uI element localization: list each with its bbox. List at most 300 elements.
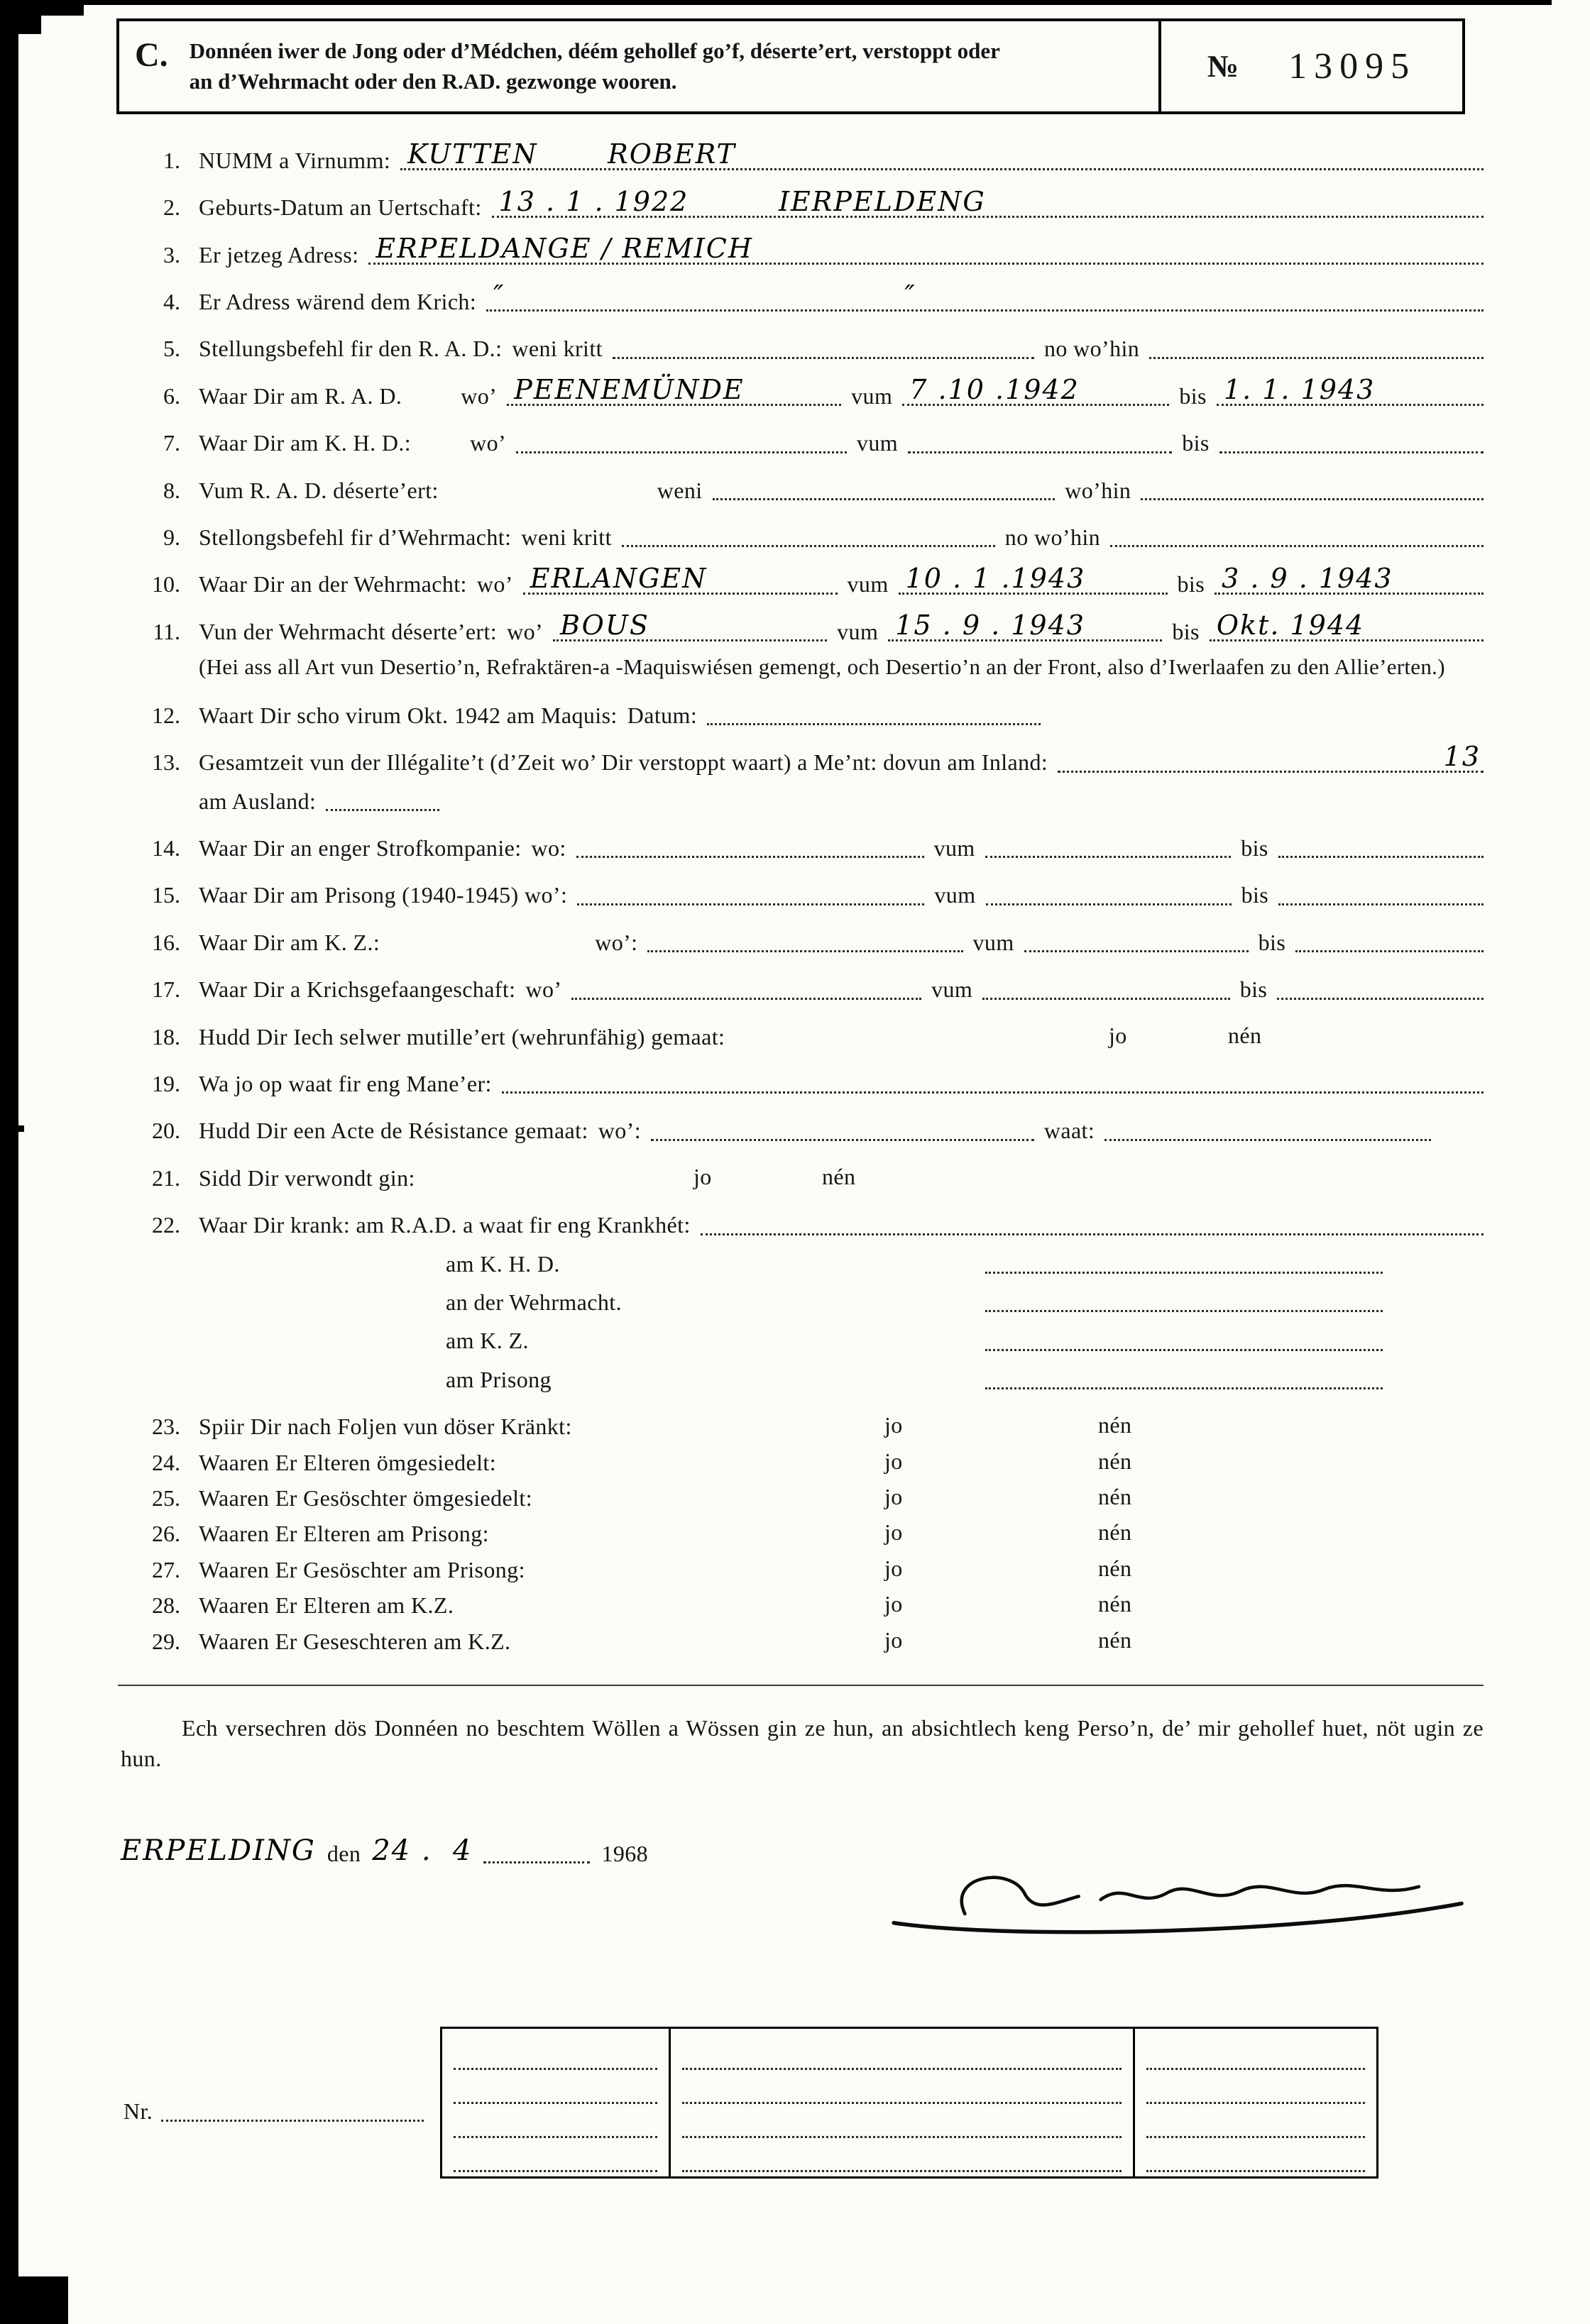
blank-dotted-line xyxy=(986,902,1232,905)
handwritten-entry-line xyxy=(1058,740,1484,773)
printed-option-nén: nén xyxy=(1098,1483,1132,1509)
handwritten-entry-line xyxy=(888,610,1162,641)
item-note: (Hei ass all Art vun Desertio’n, Refraktären-a -Maquiswiésen gemengt, och Desertio’n an der Front, also d’Iwerlaafen zu den Allie’erten.) xyxy=(199,654,1445,680)
handwritten-entry-line xyxy=(486,280,1484,312)
signature-section xyxy=(121,1834,1484,1947)
blank-dotted-line xyxy=(1146,2104,1365,2138)
item-number: 19. xyxy=(152,1071,180,1097)
printed-label: Waaren Er Gesöschter ömgesiedelt: xyxy=(199,1485,532,1511)
divider-rule xyxy=(118,1685,1484,1686)
nr-label: Nr. xyxy=(124,2098,153,2125)
item-content xyxy=(199,335,1484,362)
printed-label: wo’ xyxy=(476,571,513,597)
blank-dotted-line xyxy=(713,497,1056,500)
printed-label: bis xyxy=(1182,430,1210,456)
form-item-17 xyxy=(121,976,1484,1003)
item-line xyxy=(199,374,1484,409)
spacer xyxy=(199,1392,436,1393)
spacer xyxy=(449,813,1484,815)
printed-option-jo: jo xyxy=(1109,1022,1127,1048)
section-letter: C. xyxy=(135,36,168,74)
printed-label: Waar Dir am R. A. D. xyxy=(199,382,402,409)
blank-dotted-line xyxy=(576,854,924,858)
blank-dotted-line xyxy=(651,1138,1034,1141)
item-number: 3. xyxy=(163,241,180,268)
item-line xyxy=(199,524,1484,551)
printed-label: Waaren Er Geseschteren am K.Z. xyxy=(199,1628,511,1654)
form-item-20 xyxy=(121,1117,1484,1144)
item-line xyxy=(199,976,1484,1003)
form-item-3 xyxy=(121,232,1484,268)
printed-label: wo’hin xyxy=(1065,477,1131,503)
item-line xyxy=(199,1327,1484,1354)
printed-label: wo’ xyxy=(507,618,544,644)
handwritten-entry-line xyxy=(1215,562,1484,595)
item-number: 18. xyxy=(152,1023,180,1050)
printed-label: Hudd Dir een Acte de Résistance gemaat: xyxy=(199,1118,588,1144)
printed-label: weni kritt xyxy=(521,524,612,550)
printed-label: Waar Dir an der Wehrmacht: xyxy=(199,571,467,597)
blank-dotted-line xyxy=(1278,854,1484,858)
form-item-4 xyxy=(121,280,1484,315)
item-content xyxy=(199,477,1484,504)
scan-artifact-left-dash xyxy=(0,1125,24,1132)
item-content xyxy=(199,1449,1484,1476)
printed-option-jo: jo xyxy=(884,1591,903,1617)
blank-dotted-line xyxy=(707,722,1041,725)
printed-label: bis xyxy=(1172,618,1200,644)
item-content xyxy=(199,929,1484,956)
item-number: 27. xyxy=(152,1556,180,1582)
blank-dotted-line xyxy=(1024,949,1249,952)
printed-label: wo’ xyxy=(525,976,562,1003)
printed-option-nén: nén xyxy=(1228,1022,1262,1048)
declaration-text: Ech versechren dös Donnéen no beschtem Wöllen a Wössen gin ze hun, an absichtlech keng Perso’n, de’ mir gehollef huet, nöt ugin ze hun. xyxy=(121,1714,1484,1772)
printed-option-jo: jo xyxy=(884,1483,903,1509)
blank-dotted-line xyxy=(483,1860,590,1863)
form-header-description-cell xyxy=(119,21,1158,111)
numero-sign: № xyxy=(1207,48,1239,84)
footer-table xyxy=(440,2027,1378,2179)
blank-dotted-line xyxy=(516,450,847,453)
printed-option-jo: jo xyxy=(884,1519,903,1546)
form-item-16 xyxy=(121,929,1484,956)
handwritten-text: ERPELDANGE / REMICH xyxy=(375,232,753,264)
signature-scribble-icon xyxy=(887,1858,1469,1947)
form-item-25 xyxy=(121,1485,1484,1511)
printed-label: Waaren Er Gesöschter am Prisong: xyxy=(199,1556,525,1582)
printed-label: bis xyxy=(1241,882,1269,908)
form-number-value: 13095 xyxy=(1288,45,1417,87)
item-number: 29. xyxy=(152,1628,180,1654)
item-content xyxy=(199,835,1484,861)
handwritten-entry-line xyxy=(523,562,838,595)
item-line xyxy=(199,1413,1484,1440)
item-line xyxy=(199,1117,1484,1144)
handwritten-text: 13 . 1 . 1922 IERPELDENG xyxy=(498,185,986,217)
item-line xyxy=(199,138,1484,174)
blank-dotted-line xyxy=(985,1309,1383,1312)
scan-artifact-top-line xyxy=(18,0,1552,5)
printed-label: no wo’hin xyxy=(1043,336,1140,362)
printed-option-nén: nén xyxy=(1098,1412,1132,1438)
item-content xyxy=(199,1413,1484,1440)
footer-section xyxy=(121,2027,1484,2190)
spacer xyxy=(1441,1143,1484,1145)
form-item-24 xyxy=(121,1449,1484,1476)
form-item-8 xyxy=(121,477,1484,504)
handwritten-day-month: 24 . 4 xyxy=(372,1834,473,1868)
printed-option-nén: nén xyxy=(1098,1626,1132,1653)
printed-label: Wa jo op waat fir eng Mane’er: xyxy=(199,1071,492,1097)
form-item-18 xyxy=(121,1023,1484,1050)
printed-option-nén: nén xyxy=(822,1163,856,1189)
item-content xyxy=(199,1520,1484,1547)
printed-label: Spiir Dir nach Foljen vun döser Kränkt: xyxy=(199,1414,572,1440)
blank-dotted-line xyxy=(682,2104,1122,2138)
form-item-23 xyxy=(121,1413,1484,1440)
printed-label: Waar Dir an enger Strofkompanie: xyxy=(199,835,522,861)
blank-dotted-line xyxy=(1146,2036,1365,2070)
item-line xyxy=(199,1211,1484,1238)
item-content xyxy=(199,374,1484,409)
date-den-label: den xyxy=(327,1840,361,1866)
blank-dotted-line xyxy=(454,2070,657,2104)
item-content xyxy=(199,1628,1484,1655)
item-content xyxy=(199,1117,1484,1144)
printed-label: Waar Dir a Krichsgefaangeschaft: xyxy=(199,976,516,1003)
item-line xyxy=(199,232,1484,268)
handwritten-place: ERPELDING xyxy=(121,1834,316,1868)
form-item-13 xyxy=(121,740,1484,815)
blank-dotted-line xyxy=(1278,902,1484,905)
scan-artifact-left-strip xyxy=(0,0,18,2324)
item-content xyxy=(199,740,1484,815)
printed-label: vum xyxy=(934,882,976,908)
printed-option-jo: jo xyxy=(884,1448,903,1474)
printed-label: an der Wehrmacht. xyxy=(446,1289,622,1315)
item-line xyxy=(199,788,1484,815)
blank-dotted-line xyxy=(908,450,1172,453)
printed-label: wo: xyxy=(531,835,566,861)
item-content xyxy=(199,429,1484,456)
item-number: 20. xyxy=(152,1118,180,1144)
printed-label: wo’: xyxy=(595,929,638,955)
item-number: 22. xyxy=(152,1212,180,1238)
blank-dotted-line xyxy=(326,808,439,811)
printed-label: Stellungsbefehl fir den R. A. D.: xyxy=(199,336,503,362)
printed-option-nén: nén xyxy=(1098,1591,1132,1617)
handwritten-text: ERLANGEN xyxy=(530,562,708,594)
printed-label: wo’ xyxy=(470,430,507,456)
form-items-list xyxy=(121,138,1484,1655)
item-number: 17. xyxy=(152,976,180,1003)
printed-label: Sidd Dir verwondt gin: xyxy=(199,1164,415,1191)
printed-option-nén: nén xyxy=(1098,1555,1132,1581)
spacer xyxy=(199,1314,436,1316)
handwritten-text: 7 .10 .1942 xyxy=(909,374,1080,406)
footer-table-column xyxy=(442,2029,671,2176)
blank-dotted-line xyxy=(577,902,924,905)
item-content xyxy=(199,280,1484,315)
printed-label: vum xyxy=(933,835,975,861)
handwritten-text: BOUS xyxy=(560,610,649,641)
printed-label: NUMM a Virnumm: xyxy=(199,147,391,173)
item-number: 12. xyxy=(152,702,180,728)
item-line xyxy=(199,1023,1484,1050)
form-description: Donnéen iwer de Jong oder d’Médchen, déém gehollef go’f, déserte’ert, verstoppt oder an d’Wehrmacht oder den R.AD. gezwonge wooren. xyxy=(189,38,1000,94)
printed-option-jo: jo xyxy=(693,1163,712,1189)
item-content xyxy=(199,1556,1484,1583)
handwritten-entry-line xyxy=(492,185,1484,218)
item-line xyxy=(199,1520,1484,1547)
printed-label: Waar Dir am K. Z.: xyxy=(199,929,380,955)
printed-option-nén: nén xyxy=(1098,1448,1132,1474)
item-number: 23. xyxy=(152,1414,180,1440)
handwritten-text: 13 xyxy=(1443,740,1481,772)
handwritten-text: KUTTEN ROBERT xyxy=(407,138,736,170)
item-content xyxy=(199,524,1484,551)
item-line xyxy=(199,335,1484,362)
item-number: 13. xyxy=(152,749,180,776)
item-number: 7. xyxy=(163,430,180,456)
spacer xyxy=(412,408,451,409)
spacer xyxy=(199,1353,436,1355)
item-number: 26. xyxy=(152,1521,180,1547)
printed-option-jo: jo xyxy=(884,1412,903,1438)
printed-option-jo: jo xyxy=(884,1626,903,1653)
blank-dotted-line xyxy=(985,854,1232,858)
item-number: 15. xyxy=(152,882,180,908)
blank-dotted-line xyxy=(502,1090,1484,1094)
handwritten-entry-line xyxy=(400,138,1484,170)
blank-dotted-line xyxy=(985,1386,1383,1389)
form-item-12 xyxy=(121,702,1484,729)
spacer xyxy=(1051,727,1484,729)
handwritten-entry-line xyxy=(1210,610,1484,641)
printed-label: bis xyxy=(1177,571,1205,597)
item-line xyxy=(199,1366,1484,1393)
scan-artifact-bottom-left xyxy=(0,2276,68,2324)
item-line xyxy=(199,740,1484,776)
handwritten-text: 1. 1. 1943 xyxy=(1223,374,1376,406)
blank-dotted-line xyxy=(1141,497,1484,500)
printed-label: am Prisong xyxy=(446,1366,552,1392)
item-line xyxy=(199,1289,1484,1316)
blank-dotted-line xyxy=(985,1348,1383,1351)
printed-option-jo: jo xyxy=(884,1555,903,1581)
printed-option-nén: nén xyxy=(1098,1519,1132,1546)
item-content xyxy=(199,1211,1484,1393)
printed-label: bis xyxy=(1179,382,1207,409)
item-content xyxy=(199,1485,1484,1511)
item-line xyxy=(199,1070,1484,1097)
item-content xyxy=(199,1070,1484,1097)
printed-label: am Ausland: xyxy=(199,788,317,814)
printed-label: weni kritt xyxy=(512,336,603,362)
printed-label: Vum R. A. D. déserte’ert: xyxy=(199,477,439,503)
item-line xyxy=(199,881,1484,908)
scan-artifact-top-left-2 xyxy=(0,0,41,34)
printed-label: wo’ xyxy=(461,382,498,409)
printed-label: am K. Z. xyxy=(446,1328,529,1354)
item-content xyxy=(199,881,1484,908)
item-line xyxy=(199,1449,1484,1476)
blank-dotted-line xyxy=(682,2138,1122,2172)
item-number: 21. xyxy=(152,1164,180,1191)
item-content xyxy=(199,702,1484,729)
form-item-10 xyxy=(121,562,1484,597)
printed-label: Waar Dir am Prisong (1940-1945) wo’: xyxy=(199,882,568,908)
item-content xyxy=(199,976,1484,1003)
printed-label: vum xyxy=(837,618,879,644)
item-content xyxy=(199,138,1484,174)
nr-line xyxy=(124,2098,424,2125)
form-item-19 xyxy=(121,1070,1484,1097)
blank-dotted-line xyxy=(982,996,1229,1000)
item-content xyxy=(199,610,1484,682)
printed-label: Datum: xyxy=(627,702,698,728)
item-number: 4. xyxy=(163,288,180,314)
form-item-22 xyxy=(121,1211,1484,1393)
handwritten-entry-line xyxy=(902,374,1169,406)
blank-dotted-line xyxy=(1110,544,1484,547)
form-header xyxy=(116,18,1465,114)
item-number: 16. xyxy=(152,929,180,955)
item-line xyxy=(199,1592,1484,1619)
item-line xyxy=(199,562,1484,597)
printed-label: waat: xyxy=(1043,1118,1095,1144)
printed-label: Hudd Dir Iech selwer mutille’ert (wehrunfähig) gemaat: xyxy=(199,1023,725,1050)
blank-dotted-line xyxy=(985,1270,1383,1274)
printed-label: Er Adress wärend dem Krich: xyxy=(199,288,477,314)
item-number: 14. xyxy=(152,835,180,861)
item-line xyxy=(199,1250,1484,1277)
form-item-14 xyxy=(121,835,1484,861)
footer-table-column xyxy=(671,2029,1135,2176)
handwritten-text: PEENEMÜNDE xyxy=(514,374,745,406)
blank-dotted-line xyxy=(454,2104,657,2138)
printed-label: Gesamtzeit vun der Illégalite’t (d’Zeit wo’ Dir verstoppt waart) a Me’nt: dovun am Inland: xyxy=(199,749,1048,776)
item-content xyxy=(199,232,1484,268)
item-line xyxy=(199,835,1484,861)
form-item-21 xyxy=(121,1164,1484,1191)
handwritten-entry-line xyxy=(368,232,1484,265)
printed-label: Waaren Er Elteren ömgesiedelt: xyxy=(199,1449,497,1475)
item-number: 8. xyxy=(163,477,180,503)
form-item-2 xyxy=(121,185,1484,221)
form-item-15 xyxy=(121,881,1484,908)
date-year: 1968 xyxy=(601,1840,649,1866)
blank-dotted-line xyxy=(1146,2070,1365,2104)
printed-label: Waar Dir krank: am R.A.D. a waat fir eng Krankhét: xyxy=(199,1212,691,1238)
item-line xyxy=(199,1164,1484,1191)
item-number: 9. xyxy=(163,524,180,550)
item-content xyxy=(199,1592,1484,1619)
printed-label: bis xyxy=(1239,976,1268,1003)
spacer xyxy=(199,1276,436,1277)
item-number: 11. xyxy=(153,618,180,644)
item-content xyxy=(199,562,1484,597)
item-line xyxy=(199,429,1484,456)
blank-dotted-line xyxy=(701,1232,1484,1235)
printed-label: vum xyxy=(847,571,889,597)
printed-label: Waart Dir scho virum Okt. 1942 am Maquis: xyxy=(199,702,618,728)
blank-dotted-line xyxy=(613,356,1034,359)
item-content xyxy=(199,1164,1484,1191)
printed-label: vum xyxy=(856,430,899,456)
printed-label: Waar Dir am K. H. D.: xyxy=(199,430,412,456)
printed-label: vum xyxy=(972,929,1014,955)
item-content xyxy=(199,185,1484,221)
handwritten-entry-line xyxy=(899,562,1168,595)
item-line xyxy=(199,702,1484,729)
item-number: 5. xyxy=(163,336,180,362)
item-number: 1. xyxy=(163,147,180,173)
item-line xyxy=(199,185,1484,221)
item-line xyxy=(199,929,1484,956)
blank-dotted-line xyxy=(682,2036,1122,2070)
printed-label: Stellongsbefehl fir d’Wehrmacht: xyxy=(199,524,512,550)
item-number: 24. xyxy=(152,1449,180,1475)
blank-dotted-line xyxy=(682,2070,1122,2104)
printed-label: bis xyxy=(1241,835,1268,861)
printed-label: vum xyxy=(851,382,893,409)
item-number: 28. xyxy=(152,1592,180,1619)
blank-dotted-line xyxy=(1219,450,1484,453)
footer-table-column xyxy=(1135,2029,1376,2176)
blank-dotted-line xyxy=(1104,1138,1431,1141)
blank-dotted-line xyxy=(454,2036,657,2070)
item-line xyxy=(199,1485,1484,1511)
printed-label: bis xyxy=(1258,929,1286,955)
item-line xyxy=(199,610,1484,645)
printed-label: Er jetzeg Adress: xyxy=(199,241,359,268)
blank-dotted-line xyxy=(1295,949,1484,952)
blank-dotted-line xyxy=(1149,356,1484,359)
item-content xyxy=(199,1023,1484,1050)
printed-label: Waaren Er Elteren am K.Z. xyxy=(199,1592,454,1619)
handwritten-text: 15 . 9 . 1943 xyxy=(895,610,1085,641)
blank-dotted-line xyxy=(622,544,995,547)
spacer xyxy=(449,502,647,504)
printed-label: Geburts-Datum an Uertschaft: xyxy=(199,194,482,221)
item-line xyxy=(199,280,1484,315)
blank-dotted-line xyxy=(161,2118,424,2122)
spacer xyxy=(390,954,585,956)
blank-dotted-line xyxy=(1146,2138,1365,2172)
place-date-line xyxy=(121,1834,648,1867)
printed-label: Vun der Wehrmacht déserte’ert: xyxy=(199,618,498,644)
item-line xyxy=(199,477,1484,504)
spacer xyxy=(421,456,460,457)
form-item-5 xyxy=(121,335,1484,362)
form-item-11 xyxy=(121,610,1484,682)
printed-label: wo’: xyxy=(598,1118,642,1144)
printed-label: Waaren Er Elteren am Prisong: xyxy=(199,1521,489,1547)
blank-dotted-line xyxy=(571,996,921,1000)
blank-dotted-line xyxy=(1277,996,1484,1000)
printed-label: am K. H. D. xyxy=(446,1250,560,1277)
printed-label: weni xyxy=(657,477,703,503)
item-number: 25. xyxy=(152,1485,180,1511)
handwritten-entry-line xyxy=(553,610,827,641)
form-item-27 xyxy=(121,1556,1484,1583)
handwritten-text: 10 . 1 .1943 xyxy=(905,562,1086,594)
item-number: 2. xyxy=(163,194,180,221)
form-item-29 xyxy=(121,1628,1484,1655)
handwritten-text: 3 . 9 . 1943 xyxy=(1222,562,1393,594)
